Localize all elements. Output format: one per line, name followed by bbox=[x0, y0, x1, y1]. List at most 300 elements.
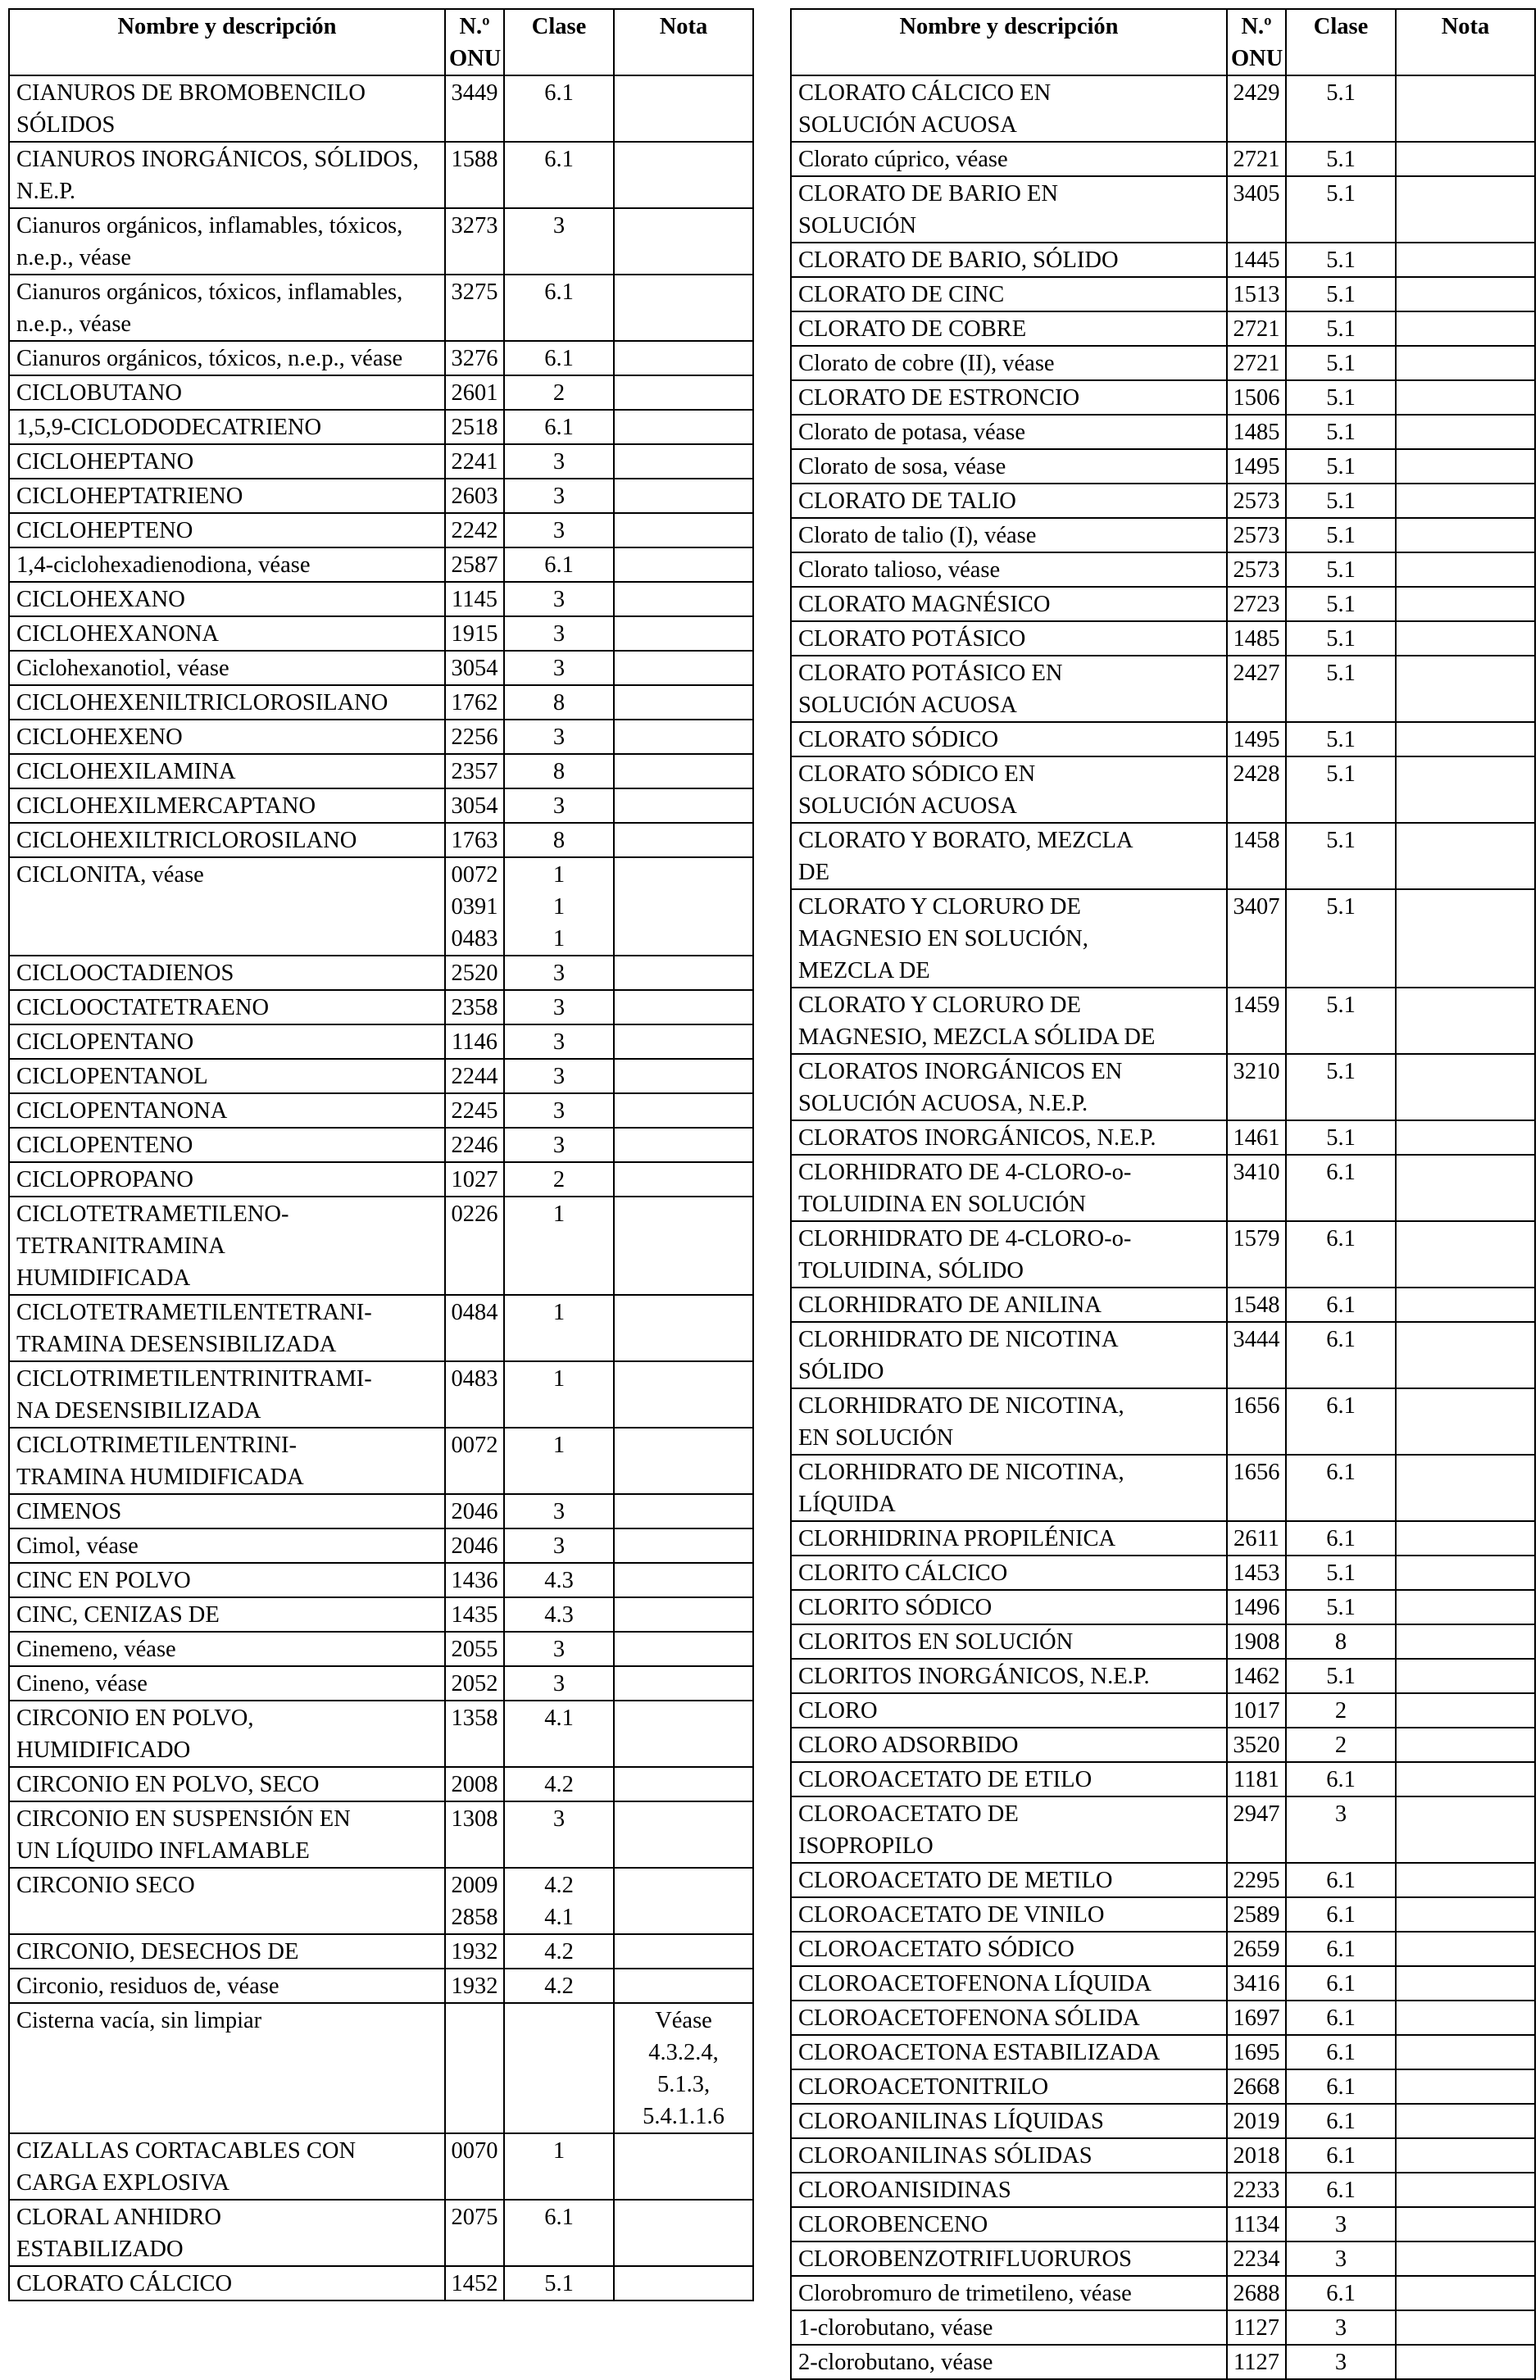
hazard-class-cell bbox=[1286, 1322, 1396, 1388]
note-cell bbox=[1396, 722, 1535, 756]
substance-name-cell-text: Cianuros orgánicos, tóxicos, inflamables, n.e.p., véase bbox=[16, 279, 403, 337]
hazard-class-cell bbox=[1286, 1966, 1396, 2001]
un-number-cell bbox=[445, 2200, 504, 2266]
substance-name-cell bbox=[9, 2266, 445, 2301]
un-number-cell bbox=[445, 1128, 504, 1162]
substance-name-cell bbox=[9, 275, 445, 341]
hazard-class-cell bbox=[504, 1934, 614, 1969]
hazard-class-cell-text: 6.1 bbox=[1326, 1160, 1356, 1185]
note-cell bbox=[614, 1162, 753, 1197]
substance-name-cell-text: CLORATO SÓDICO EN SOLUCIÓN ACUOSA bbox=[798, 761, 1036, 819]
substance-name-cell bbox=[9, 823, 445, 857]
note-cell bbox=[1396, 1120, 1535, 1155]
un-number-cell bbox=[1227, 518, 1286, 552]
un-number-cell-text: 2046 bbox=[451, 1499, 498, 1524]
substance-name-cell-text: CLOROACETONITRILO bbox=[798, 2074, 1049, 2100]
hazard-class-cell bbox=[1286, 1728, 1396, 1762]
hazard-class-cell bbox=[504, 1197, 614, 1295]
substance-name-cell-text: CLOROACETONA ESTABILIZADA bbox=[798, 2040, 1161, 2065]
un-number-cell bbox=[1227, 2138, 1286, 2173]
hazard-class-cell-text: 6.1 bbox=[1326, 2178, 1356, 2203]
note-cell bbox=[614, 410, 753, 444]
un-number-cell bbox=[445, 142, 504, 208]
table-row bbox=[9, 2003, 753, 2133]
substance-name-cell-text: 1-clorobutano, véase bbox=[798, 2315, 993, 2341]
substance-name-cell bbox=[791, 1155, 1227, 1221]
un-number-cell bbox=[1227, 2276, 1286, 2310]
left-dangerous-goods-table bbox=[8, 8, 754, 2301]
substance-name-cell-text: CLORHIDRATO DE ANILINA bbox=[798, 1292, 1102, 1318]
hazard-class-cell bbox=[504, 2200, 614, 2266]
substance-name-cell-text: CLORITO CÁLCICO bbox=[798, 1560, 1008, 1586]
un-number-cell bbox=[1227, 988, 1286, 1054]
hazard-class-cell-text: 5.1 bbox=[1326, 147, 1356, 172]
hazard-class-cell bbox=[1286, 142, 1396, 176]
hazard-class-cell bbox=[1286, 1590, 1396, 1624]
note-cell bbox=[1396, 1221, 1535, 1288]
un-number-cell-text: 1656 bbox=[1233, 1393, 1280, 1419]
un-number-cell-text: 1695 bbox=[1233, 2040, 1280, 2065]
table-row bbox=[9, 142, 753, 208]
table-row bbox=[9, 275, 753, 341]
hazard-class-cell-text: 3 bbox=[552, 1064, 566, 1089]
un-number-cell-text: 3449 bbox=[451, 80, 498, 106]
table-row bbox=[9, 1701, 753, 1767]
un-number-cell bbox=[1227, 889, 1286, 988]
table-row bbox=[9, 1801, 753, 1868]
hazard-class-cell bbox=[504, 1701, 614, 1767]
un-number-cell bbox=[445, 1428, 504, 1494]
un-number-cell-text: 2075 bbox=[451, 2205, 498, 2230]
note-cell bbox=[1396, 656, 1535, 722]
hazard-class-cell-text: 5.1 bbox=[1326, 420, 1356, 445]
un-number-cell-text: 2573 bbox=[1233, 488, 1280, 514]
un-number-cell-text: 1656 bbox=[1233, 1460, 1280, 1485]
un-number-cell bbox=[1227, 823, 1286, 889]
substance-name-cell-text: CLORATO MAGNÉSICO bbox=[798, 592, 1051, 617]
hazard-class-cell bbox=[504, 444, 614, 479]
substance-name-cell bbox=[791, 1388, 1227, 1455]
substance-name-cell bbox=[9, 479, 445, 513]
substance-name-cell bbox=[791, 1659, 1227, 1693]
un-number-cell-text: 3210 bbox=[1233, 1059, 1280, 1084]
substance-name-cell bbox=[9, 1093, 445, 1128]
un-number-cell bbox=[1227, 311, 1286, 346]
un-number-cell bbox=[1227, 243, 1286, 277]
note-cell bbox=[1396, 346, 1535, 380]
un-number-cell-text: 2659 bbox=[1233, 1937, 1280, 1962]
table-row bbox=[791, 484, 1535, 518]
substance-name-cell-text: CLORATOS INORGÁNICOS, N.E.P. bbox=[798, 1125, 1156, 1151]
substance-name-cell-text: CICLOTRIMETILENTRINITRAMI- NA DESENSIBILIZADA bbox=[16, 1366, 372, 1424]
table-row bbox=[791, 2276, 1535, 2310]
hazard-class-cell-text: 3 bbox=[552, 961, 566, 986]
hazard-class-cell-text: 6.1 bbox=[544, 2205, 574, 2230]
hazard-class-cell bbox=[504, 720, 614, 754]
un-number-cell-text: 1459 bbox=[1233, 992, 1280, 1018]
table-row bbox=[791, 1966, 1535, 2001]
un-number-cell-text: 2947 bbox=[1233, 1801, 1280, 1827]
hazard-class-cell-text: 6.1 bbox=[544, 415, 574, 440]
un-number-cell bbox=[1227, 1624, 1286, 1659]
substance-name-cell-text: CLOROANILINAS SÓLIDAS bbox=[798, 2143, 1093, 2169]
substance-name-cell-text: CLORITOS EN SOLUCIÓN bbox=[798, 1629, 1074, 1655]
substance-name-cell-text: CIANUROS INORGÁNICOS, SÓLIDOS, N.E.P. bbox=[16, 147, 419, 204]
substance-name-cell-text: Clorobromuro de trimetileno, véase bbox=[798, 2281, 1132, 2306]
un-number-cell bbox=[445, 582, 504, 616]
table-row bbox=[791, 1659, 1535, 1693]
hazard-class-cell bbox=[504, 513, 614, 547]
substance-name-cell bbox=[9, 410, 445, 444]
note-cell bbox=[614, 142, 753, 208]
table-row bbox=[9, 547, 753, 582]
un-number-cell-text: 2357 bbox=[451, 759, 498, 784]
hazard-class-cell bbox=[1286, 1897, 1396, 1932]
hazard-class-cell bbox=[1286, 621, 1396, 656]
hazard-class-cell bbox=[504, 1868, 614, 1934]
table-row bbox=[791, 1624, 1535, 1659]
un-number-cell-text: 3273 bbox=[451, 213, 498, 238]
un-number-cell bbox=[1227, 1120, 1286, 1155]
substance-name-cell bbox=[791, 988, 1227, 1054]
un-number-cell bbox=[445, 1934, 504, 1969]
right-table-body bbox=[791, 75, 1535, 2379]
table-row bbox=[791, 2241, 1535, 2276]
hazard-class-cell-text: 3 bbox=[552, 656, 566, 681]
un-number-cell bbox=[445, 990, 504, 1024]
hazard-class-cell-text: 3 bbox=[552, 1029, 566, 1055]
hazard-class-cell bbox=[504, 1093, 614, 1128]
hazard-class-cell bbox=[1286, 415, 1396, 449]
substance-name-cell bbox=[791, 1322, 1227, 1388]
hazard-class-cell-text: 6.1 bbox=[1326, 1460, 1356, 1485]
table-row bbox=[9, 1969, 753, 2003]
substance-name-cell-text: CLORATO DE TALIO bbox=[798, 488, 1016, 514]
substance-name-cell bbox=[791, 823, 1227, 889]
table-row bbox=[791, 243, 1535, 277]
hazard-class-cell bbox=[504, 208, 614, 275]
hazard-class-cell bbox=[1286, 449, 1396, 484]
hazard-class-cell-text: 6.1 bbox=[544, 147, 574, 172]
hazard-class-cell bbox=[1286, 1863, 1396, 1897]
table-row bbox=[791, 1288, 1535, 1322]
substance-name-cell bbox=[9, 720, 445, 754]
un-number-cell bbox=[445, 1767, 504, 1801]
note-cell bbox=[614, 341, 753, 375]
table-row bbox=[791, 2173, 1535, 2207]
hazard-class-cell-text: 5.1 bbox=[1326, 1125, 1356, 1151]
un-number-cell-text: 1908 bbox=[1233, 1629, 1280, 1655]
hazard-class-cell-text: 6.1 bbox=[1326, 1902, 1356, 1928]
hazard-class-cell bbox=[504, 2003, 614, 2133]
hazard-class-cell-text: 5.1 bbox=[1326, 592, 1356, 617]
note-cell bbox=[1396, 380, 1535, 415]
hazard-class-cell bbox=[504, 275, 614, 341]
substance-name-cell bbox=[9, 1632, 445, 1666]
un-number-cell-text: 2055 bbox=[451, 1637, 498, 1662]
note-cell bbox=[614, 823, 753, 857]
table-row bbox=[791, 2138, 1535, 2173]
hazard-class-cell-text: 3 bbox=[552, 621, 566, 647]
hazard-class-cell-text: 1 1 1 bbox=[552, 862, 566, 952]
table-row bbox=[9, 1632, 753, 1666]
hazard-class-cell bbox=[504, 1666, 614, 1701]
hazard-class-cell bbox=[1286, 1932, 1396, 1966]
substance-name-cell bbox=[9, 1024, 445, 1059]
hazard-class-cell bbox=[1286, 1659, 1396, 1693]
un-number-cell bbox=[445, 1632, 504, 1666]
note-cell bbox=[614, 444, 753, 479]
hazard-class-cell bbox=[504, 547, 614, 582]
hazard-class-cell-text: 5.1 bbox=[1326, 248, 1356, 273]
substance-name-cell bbox=[791, 2276, 1227, 2310]
substance-name-cell bbox=[791, 1521, 1227, 1556]
hazard-class-cell bbox=[504, 1361, 614, 1428]
substance-name-cell-text: CINC, CENIZAS DE bbox=[16, 1602, 220, 1628]
header-name-description: Nombre y descripción bbox=[791, 9, 1227, 75]
hazard-class-cell bbox=[504, 857, 614, 956]
hazard-class-cell-text: 6.1 bbox=[544, 346, 574, 371]
hazard-class-cell bbox=[504, 1801, 614, 1868]
substance-name-cell-text: CLORATO POTÁSICO bbox=[798, 626, 1026, 652]
hazard-class-cell bbox=[504, 1162, 614, 1197]
hazard-class-cell bbox=[504, 479, 614, 513]
un-number-cell-text: 2589 bbox=[1233, 1902, 1280, 1928]
un-number-cell-text: 1485 bbox=[1233, 626, 1280, 652]
table-row bbox=[9, 208, 753, 275]
note-cell bbox=[614, 208, 753, 275]
substance-name-cell-text: Cianuros orgánicos, tóxicos, n.e.p., véase bbox=[16, 346, 403, 371]
un-number-cell bbox=[445, 1093, 504, 1128]
note-cell bbox=[614, 788, 753, 823]
substance-name-cell bbox=[9, 1128, 445, 1162]
note-cell bbox=[614, 375, 753, 410]
un-number-cell bbox=[445, 754, 504, 788]
hazard-class-cell bbox=[1286, 346, 1396, 380]
un-number-cell bbox=[1227, 656, 1286, 722]
note-cell bbox=[614, 651, 753, 685]
hazard-class-cell-text: 5.1 bbox=[1326, 488, 1356, 514]
table-row bbox=[9, 956, 753, 990]
substance-name-cell-text: CIMENOS bbox=[16, 1499, 122, 1524]
table-row bbox=[791, 587, 1535, 621]
substance-name-cell bbox=[9, 2200, 445, 2266]
un-number-cell bbox=[445, 720, 504, 754]
un-number-cell-text: 2358 bbox=[451, 995, 498, 1020]
substance-name-cell bbox=[791, 2241, 1227, 2276]
table-row bbox=[791, 2310, 1535, 2345]
substance-name-cell bbox=[791, 277, 1227, 311]
note-cell bbox=[614, 275, 753, 341]
un-number-cell bbox=[445, 651, 504, 685]
note-cell bbox=[614, 1934, 753, 1969]
header-class: Clase bbox=[1286, 9, 1396, 75]
hazard-class-cell bbox=[1286, 75, 1396, 142]
hazard-class-cell-text: 5.1 bbox=[1326, 316, 1356, 342]
note-cell bbox=[614, 75, 753, 142]
un-number-cell-text: 2052 bbox=[451, 1671, 498, 1696]
table-row bbox=[9, 2200, 753, 2266]
un-number-cell bbox=[445, 1024, 504, 1059]
substance-name-cell bbox=[791, 311, 1227, 346]
note-cell bbox=[1396, 2310, 1535, 2345]
table-row bbox=[9, 75, 753, 142]
table-row bbox=[9, 1093, 753, 1128]
hazard-class-cell-text: 5.1 bbox=[1326, 80, 1356, 106]
table-row bbox=[9, 1494, 753, 1528]
hazard-class-cell bbox=[1286, 722, 1396, 756]
table-row bbox=[791, 2001, 1535, 2035]
hazard-class-cell-text: 5.1 bbox=[1326, 894, 1356, 920]
un-number-cell-text: 3444 bbox=[1233, 1327, 1280, 1352]
table-row bbox=[9, 2133, 753, 2200]
un-number-cell-text: 1027 bbox=[451, 1167, 498, 1192]
un-number-cell bbox=[445, 1361, 504, 1428]
hazard-class-cell-text: 5.1 bbox=[1326, 1664, 1356, 1689]
un-number-cell-text: 1453 bbox=[1233, 1560, 1280, 1586]
note-cell bbox=[1396, 2104, 1535, 2138]
substance-name-cell bbox=[9, 444, 445, 479]
un-number-cell bbox=[1227, 1221, 1286, 1288]
substance-name-cell-text: CICLOHEXILAMINA bbox=[16, 759, 236, 784]
substance-name-cell-text: CICLOHEXANONA bbox=[16, 621, 219, 647]
un-number-cell bbox=[445, 1295, 504, 1361]
hazard-class-cell bbox=[504, 956, 614, 990]
un-number-cell-text: 2234 bbox=[1233, 2246, 1280, 2272]
header-name-description: Nombre y descripción bbox=[9, 9, 445, 75]
table-row bbox=[9, 1528, 753, 1563]
un-number-cell bbox=[1227, 277, 1286, 311]
note-cell bbox=[614, 685, 753, 720]
un-number-cell bbox=[1227, 449, 1286, 484]
table-row bbox=[9, 1024, 753, 1059]
substance-name-cell-text: CLORATO POTÁSICO EN SOLUCIÓN ACUOSA bbox=[798, 661, 1063, 718]
un-number-cell-text: 1127 bbox=[1233, 2315, 1279, 2341]
hazard-class-cell bbox=[504, 990, 614, 1024]
hazard-class-cell-text: 2 bbox=[552, 1167, 566, 1192]
table-row bbox=[9, 823, 753, 857]
substance-name-cell bbox=[791, 1897, 1227, 1932]
table-row bbox=[791, 1155, 1535, 1221]
substance-name-cell-text: CLORATO Y CLORURO DE MAGNESIO EN SOLUCIÓN, MEZCLA DE bbox=[798, 894, 1088, 983]
un-number-cell bbox=[445, 1868, 504, 1934]
table-row bbox=[791, 142, 1535, 176]
note-cell bbox=[1396, 176, 1535, 243]
note-cell bbox=[614, 1801, 753, 1868]
substance-name-cell bbox=[9, 75, 445, 142]
un-number-cell bbox=[1227, 1388, 1286, 1455]
un-number-cell-text: 1461 bbox=[1233, 1125, 1280, 1151]
hazard-class-cell bbox=[504, 341, 614, 375]
substance-name-cell-text: CICLOPENTENO bbox=[16, 1133, 193, 1158]
hazard-class-cell-text: 3 bbox=[552, 724, 566, 750]
hazard-class-cell-text: 2 bbox=[1334, 1733, 1347, 1758]
un-number-cell-text: 1915 bbox=[451, 621, 498, 647]
substance-name-cell-text: CICLOPENTANO bbox=[16, 1029, 194, 1055]
table-row bbox=[9, 1597, 753, 1632]
note-cell bbox=[1396, 75, 1535, 142]
un-number-cell-text: 1697 bbox=[1233, 2005, 1280, 2031]
table-row bbox=[791, 756, 1535, 823]
note-cell bbox=[1396, 2241, 1535, 2276]
un-number-cell bbox=[1227, 1897, 1286, 1932]
left-table-body bbox=[9, 75, 753, 2301]
note-cell bbox=[614, 990, 753, 1024]
substance-name-cell-text: CICLOTETRAMETILENO- TETRANITRAMINA HUMIDIFICADA bbox=[16, 1201, 289, 1291]
substance-name-cell-text: CLORATO DE COBRE bbox=[798, 316, 1027, 342]
un-number-cell-text: 1127 bbox=[1233, 2350, 1279, 2375]
table-row bbox=[9, 341, 753, 375]
note-cell bbox=[614, 547, 753, 582]
note-cell bbox=[614, 1767, 753, 1801]
note-cell bbox=[1396, 587, 1535, 621]
un-number-cell-text: 3405 bbox=[1233, 181, 1280, 207]
hazard-class-cell-text: 3 bbox=[552, 518, 566, 543]
un-number-cell-text: 1308 bbox=[451, 1806, 498, 1832]
un-number-cell-text: 2520 bbox=[451, 961, 498, 986]
un-number-cell-text: 2256 bbox=[451, 724, 498, 750]
note-cell bbox=[614, 1361, 753, 1428]
hazard-class-cell-text: 3 bbox=[552, 995, 566, 1020]
substance-name-cell bbox=[791, 587, 1227, 621]
hazard-class-cell-text: 5.1 bbox=[1326, 557, 1356, 583]
un-number-cell bbox=[1227, 1796, 1286, 1863]
substance-name-cell bbox=[791, 518, 1227, 552]
hazard-class-cell bbox=[504, 1024, 614, 1059]
un-number-cell bbox=[445, 341, 504, 375]
un-number-cell-text: 2668 bbox=[1233, 2074, 1280, 2100]
table-row bbox=[9, 720, 753, 754]
substance-name-cell bbox=[791, 552, 1227, 587]
hazard-class-cell-text: 3 bbox=[552, 793, 566, 819]
hazard-class-cell-text: 4.2 bbox=[544, 1772, 574, 1797]
hazard-class-cell-text: 2 bbox=[1334, 1698, 1347, 1724]
hazard-class-cell bbox=[1286, 2310, 1396, 2345]
note-cell bbox=[614, 857, 753, 956]
un-number-cell bbox=[1227, 176, 1286, 243]
un-number-cell bbox=[445, 1666, 504, 1701]
hazard-class-cell bbox=[504, 375, 614, 410]
hazard-class-cell-text: 5.1 bbox=[544, 2271, 574, 2296]
un-number-cell bbox=[445, 2133, 504, 2200]
note-cell bbox=[1396, 1796, 1535, 1863]
un-number-cell bbox=[445, 823, 504, 857]
un-number-cell bbox=[1227, 1455, 1286, 1521]
note-cell bbox=[1396, 277, 1535, 311]
substance-name-cell-text: CLOROBENZOTRIFLUORUROS bbox=[798, 2246, 1132, 2272]
substance-name-cell bbox=[9, 1295, 445, 1361]
hazard-class-cell bbox=[1286, 2276, 1396, 2310]
un-number-cell bbox=[1227, 2104, 1286, 2138]
un-number-cell-text: 2046 bbox=[451, 1533, 498, 1559]
note-cell bbox=[614, 1059, 753, 1093]
table-row bbox=[791, 722, 1535, 756]
note-cell bbox=[1396, 2345, 1535, 2379]
note-cell bbox=[1396, 1863, 1535, 1897]
un-number-cell bbox=[1227, 1659, 1286, 1693]
hazard-class-cell-text: 8 bbox=[552, 828, 566, 853]
hazard-class-cell bbox=[1286, 587, 1396, 621]
substance-name-cell bbox=[9, 1969, 445, 2003]
un-number-cell-text: 1932 bbox=[451, 1973, 498, 1999]
substance-name-cell bbox=[9, 1197, 445, 1295]
substance-name-cell bbox=[9, 2133, 445, 2200]
hazard-class-cell-text: 6.1 bbox=[544, 279, 574, 305]
hazard-class-cell bbox=[504, 1597, 614, 1632]
substance-name-cell bbox=[791, 415, 1227, 449]
un-number-cell bbox=[445, 1801, 504, 1868]
hazard-class-cell-text: 6.1 bbox=[1326, 2109, 1356, 2134]
